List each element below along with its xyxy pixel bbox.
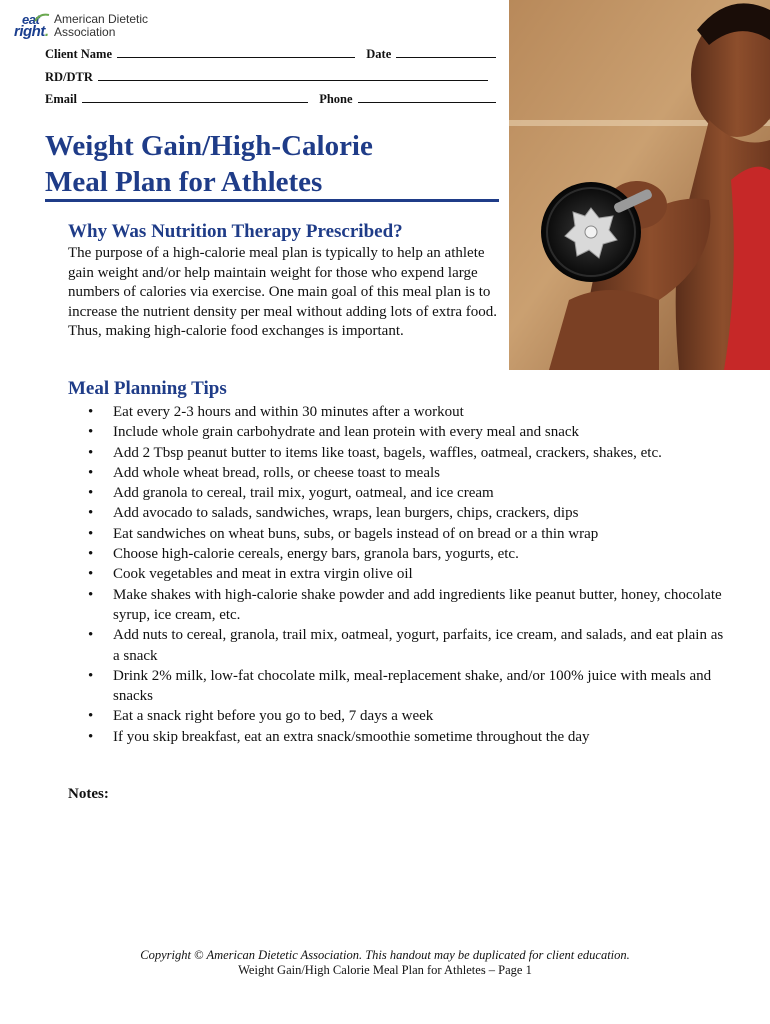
phone-label: Phone <box>319 92 353 106</box>
logo-org-line2: Association <box>54 24 116 39</box>
date-label: Date <box>366 47 392 61</box>
copyright-notice: Copyright © American Dietetic Association. This handout may be duplicated for client education. <box>140 948 630 962</box>
logo-org-name <box>54 13 148 38</box>
list-item: • Add avocado to salads, sandwiches, wraps, lean burgers, chips, crackers, dips <box>88 503 728 523</box>
list-item: • Add nuts to cereal, granola, trail mix, oatmeal, yogurt, parfaits, ice cream, and salads, and eat plain as a snack <box>88 625 728 666</box>
why-heading: Why Was Nutrition Therapy Prescribed? <box>68 221 403 242</box>
rddtr-field <box>45 70 488 85</box>
email-blank[interactable] <box>82 92 308 103</box>
rddtr-label: RD/DTR <box>45 70 93 84</box>
email-label: Email <box>45 92 77 106</box>
list-item: • Add whole wheat bread, rolls, or cheese toast to meals <box>88 463 728 483</box>
client-name-label: Client Name <box>45 47 112 61</box>
why-paragraph: The purpose of a high-calorie meal plan is typically to help an athlete gain weight and/or help maintain weight for those who expend large numbers of calories via exercise. One main goal of this meal plan is to increase the nutrient density per meal without adding lots of extra food. Thus, making high-calorie food exchanges is important. <box>68 245 498 339</box>
list-item: • Choose high-calorie cereals, energy bars, granola bars, yogurts, etc. <box>88 544 728 564</box>
swoosh-icon <box>34 13 50 22</box>
list-item: • Eat a snack right before you go to bed, 7 days a week <box>88 706 728 726</box>
client-name-field <box>45 47 496 62</box>
list-item: • Add granola to cereal, trail mix, yogurt, oatmeal, and ice cream <box>88 483 728 503</box>
logo-mark-bottom: right. <box>14 23 49 40</box>
ada-logo <box>14 12 164 40</box>
phone-blank[interactable] <box>358 92 496 103</box>
logo-mark-top: eat <box>22 12 40 27</box>
athlete-dumbbell-photo <box>509 0 770 370</box>
list-item: • Eat every 2-3 hours and within 30 minutes after a workout <box>88 402 728 422</box>
logo-org-line1: American Dietetic <box>54 12 149 26</box>
page-title-line1: Weight Gain/High-Calorie <box>45 130 373 162</box>
page-footer: Weight Gain/High Calorie Meal Plan for Athletes – Page 1 <box>238 963 532 977</box>
list-item: • Eat sandwiches on wheat buns, subs, or bagels instead of on bread or a thin wrap <box>88 524 728 544</box>
title-divider <box>45 199 499 202</box>
notes-label: Notes: <box>68 786 109 802</box>
list-item: • Make shakes with high-calorie shake powder and add ingredients like peanut butter, honey, chocolate syrup, ice cream, etc. <box>88 585 728 626</box>
rddtr-blank[interactable] <box>98 70 488 81</box>
client-name-blank[interactable] <box>117 47 355 58</box>
email-field <box>45 92 496 107</box>
eat-right-logo-mark <box>14 12 54 40</box>
list-item: • If you skip breakfast, eat an extra snack/smoothie sometime throughout the day <box>88 727 728 747</box>
tips-heading: Meal Planning Tips <box>68 378 227 399</box>
list-item: • Drink 2% milk, low-fat chocolate milk, meal-replacement shake, and/or 100% juice with meals and snacks <box>88 666 728 707</box>
tips-list <box>88 402 728 747</box>
date-blank[interactable] <box>396 47 496 58</box>
list-item: • Cook vegetables and meat in extra virgin olive oil <box>88 564 728 584</box>
list-item: • Add 2 Tbsp peanut butter to items like toast, bagels, waffles, oatmeal, crackers, shakes, etc. <box>88 443 728 463</box>
page-title <box>45 128 373 200</box>
page-title-line2: Meal Plan for Athletes <box>45 166 323 198</box>
list-item: • Include whole grain carbohydrate and lean protein with every meal and snack <box>88 422 728 442</box>
